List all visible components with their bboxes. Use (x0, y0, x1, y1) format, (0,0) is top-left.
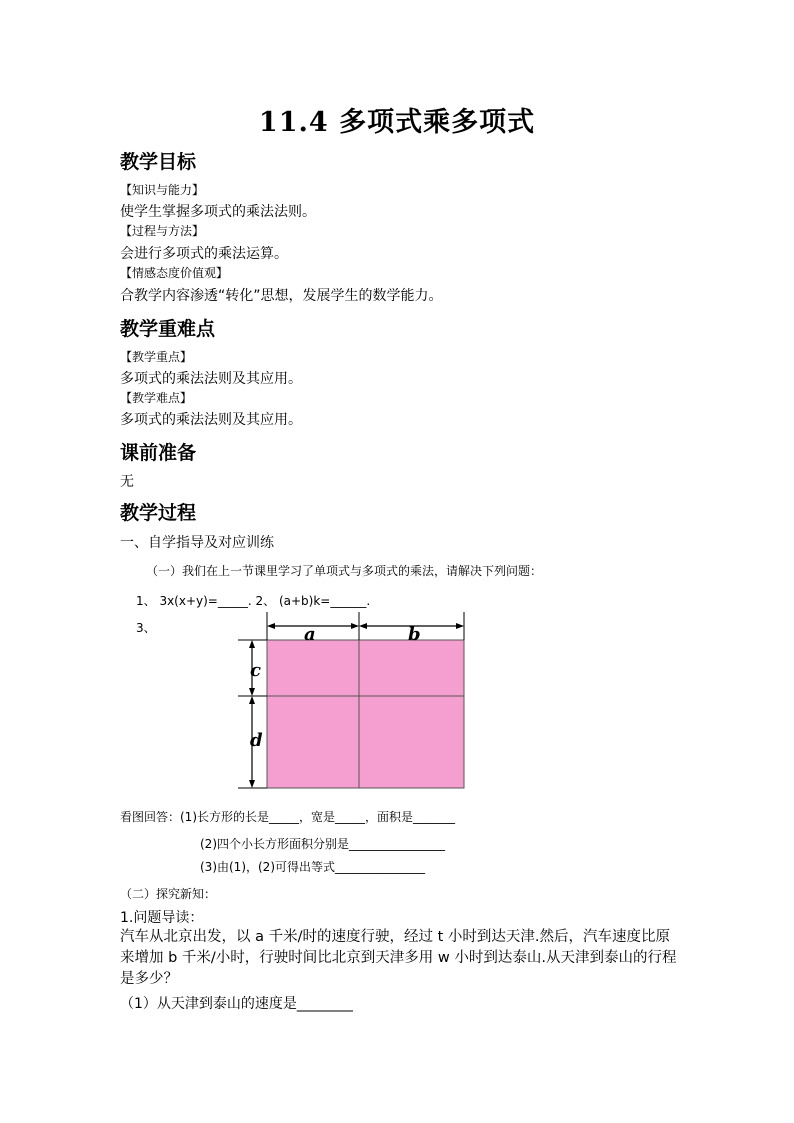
goal-label-knowledge: 【知识与能力】 (120, 183, 205, 197)
keypoint-text-focus: 多项式的乘法法则及其应用。 (120, 371, 302, 387)
heading-keypoints: 教学重难点 (120, 318, 216, 340)
arrowhead-d-bottom (249, 780, 255, 788)
heading-process: 教学过程 (120, 502, 197, 524)
process-part1: 一、自学指导及对应训练 (120, 535, 274, 551)
question-3-label: 3、 (136, 621, 156, 635)
label-d: d (250, 730, 263, 751)
goal-text-method: 会进行多项式的乘法运算。 (120, 246, 288, 262)
page-title: 11.4 多项式乘多项式 (258, 107, 536, 138)
goal-label-method: 【过程与方法】 (120, 224, 205, 238)
rect-top-right (359, 640, 464, 696)
answer-line-1: 看图回答：(1)长方形的长是_____，宽是_____，面积是_______ (120, 810, 455, 824)
problem-paragraph: 汽车从北京出发，以 a 千米/时的速度行驶，经过 t 小时到达天津.然后，汽车速度比原来增加 b 千米/小时，行驶时间比北京到天津多用 w 小时到达泰山.从天津到泰山的行程是多少？ (120, 929, 677, 987)
heading-prep: 课前准备 (120, 442, 197, 464)
question-intro: 1.问题导读： (120, 910, 204, 926)
answer-line-2: (2)四个小长方形面积分别是________________ (200, 837, 445, 851)
keypoint-label-difficulty: 【教学难点】 (120, 391, 193, 405)
rect-bottom-right (359, 696, 464, 788)
keypoint-label-focus: 【教学重点】 (120, 350, 193, 364)
arrowhead-d-top (249, 696, 255, 704)
heading-goals: 教学目标 (120, 151, 197, 173)
process-sub1: （一）我们在上一节课里学习了单项式与多项式的乘法，请解决下列问题： (146, 564, 543, 578)
arrowhead-c-top (249, 640, 255, 648)
label-a: a (304, 624, 316, 645)
process-sub2: （二）探究新知： (120, 887, 217, 901)
arrowhead-b-left (359, 623, 367, 629)
goal-text-knowledge: 使学生掌握多项式的乘法法则。 (120, 204, 316, 220)
rect-bottom-left (267, 696, 359, 788)
rect-top-left (267, 640, 359, 696)
answer-line-3: (3)由(1)，(2)可得出等式_______________ (200, 860, 425, 874)
sub-question-1: （1）从天津到泰山的速度是________ (120, 996, 353, 1012)
label-b: b (408, 624, 421, 645)
arrowhead-a-right (351, 623, 359, 629)
arrowhead-c-bottom (249, 688, 255, 696)
arrowhead-b-right (456, 623, 464, 629)
goal-text-attitude: 合教学内容渗透“转化”思想，发展学生的数学能力。 (120, 288, 443, 304)
arrowhead-a-left (267, 623, 275, 629)
label-c: c (250, 660, 261, 681)
rectangle-area-figure (228, 608, 488, 798)
keypoint-text-difficulty: 多项式的乘法法则及其应用。 (120, 412, 302, 428)
goal-label-attitude: 【情感态度价值观】 (120, 266, 229, 280)
prep-text: 无 (120, 474, 134, 490)
question-1-2: 1、 3x(x+y)=_____. 2、 (a+b)k=______. (136, 594, 371, 608)
